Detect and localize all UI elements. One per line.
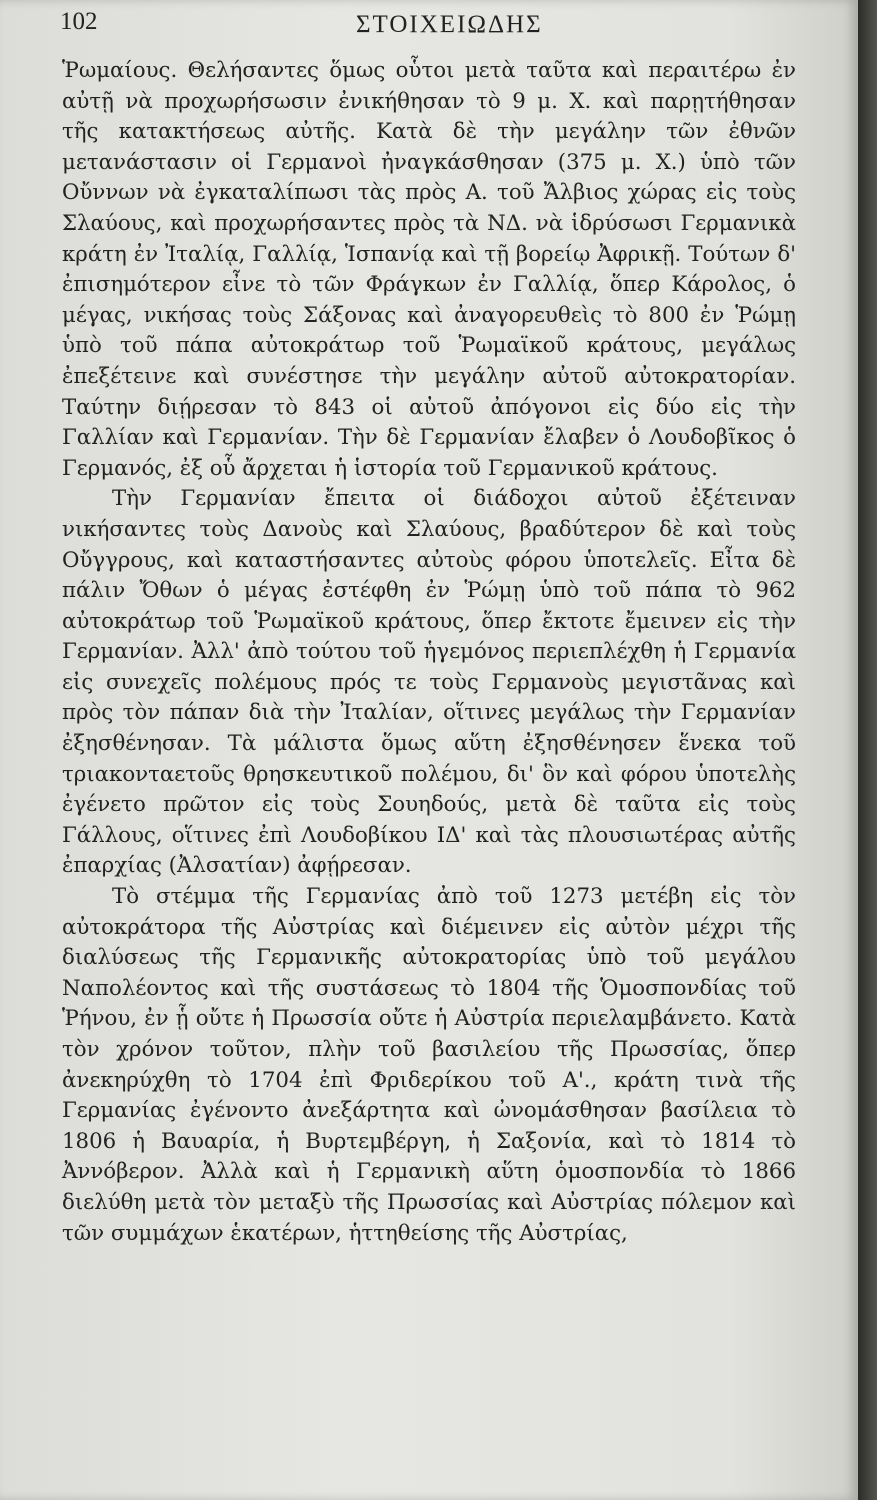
page-header	[60, 8, 798, 48]
paragraph-1: Ῥωμαίους. Θελήσαντες ὅμως οὗτοι μετὰ ταῦτα καὶ περαιτέρω ἐν αὐτῇ νὰ προχωρήσωσιν ἐνικήθησαν τὸ 9 μ. Χ. καὶ παρῃτήθησαν τῆς κατακτήσεως αὐτῆς. Κατὰ δὲ τὴν μεγάλην τῶν ἐθνῶν μετανάστασιν οἱ Γερμανοὶ ἠναγκάσθησαν (375 μ. Χ.) ὑπὸ τῶν Οὔννων νὰ ἐγκαταλίπωσι τὰς πρὸς Α. τοῦ Ἄλβιος χώρας εἰς τοὺς Σλαύους, καὶ προχωρήσαντες πρὸς τὰ ΝΔ. νὰ ἱδρύσωσι Γερμανικὰ κράτη ἐν Ἰταλίᾳ, Γαλλίᾳ, Ἱσπανίᾳ καὶ τῇ βορείῳ Ἀφρικῇ. Τούτων δ' ἐπισημότερον εἶνε τὸ τῶν Φράγκων ἐν Γαλλίᾳ, ὅπερ Κάρολος, ὁ μέγας, νικήσας τοὺς Σάξονας καὶ ἀναγορευθεὶς τὸ 800 ἐν Ῥώμῃ ὑπὸ τοῦ πάπα αὐτοκράτωρ τοῦ Ῥωμαϊκοῦ κράτους, μεγάλως ἐπεξέτεινε καὶ συνέστησε τὴν μεγάλην αὐτοῦ αὐτοκρατορίαν. Ταύτην διῄρεσαν τὸ 843 οἱ αὐτοῦ ἀπόγονοι εἰς δύο εἰς τὴν Γαλλίαν καὶ Γερμανίαν. Τὴν δὲ Γερμανίαν ἔλαβεν ὁ Λουδοβῖκος ὁ Γερμανός, ἐξ οὗ ἄρχεται ἡ ἱστορία τοῦ Γερμανικοῦ κράτους.	[62, 58, 796, 481]
body-text	[62, 56, 796, 1249]
paragraph-2: Τὴν Γερμανίαν ἔπειτα οἱ διάδοχοι αὐτοῦ ἐξέτειναν νικήσαντες τοὺς Δανοὺς καὶ Σλαύους, βραδύτερον δὲ καὶ τοὺς Οὔγγρους, καὶ καταστήσαντες αὐτοὺς φόρου ὑποτελεῖς. Εἶτα δὲ πάλιν Ὄθων ὁ μέγας ἐστέφθη ἐν Ῥώμῃ ὑπὸ τοῦ πάπα τὸ 962 αὐτοκράτωρ τοῦ Ῥωμαϊκοῦ κράτους, ὅπερ ἔκτοτε ἔμεινεν εἰς τὴν Γερμανίαν. Ἀλλ' ἀπὸ τούτου τοῦ ἡγεμόνος περιεπλέχθη ἡ Γερμανία εἰς συνεχεῖς πολέμους πρός τε τοὺς Γερμανοὺς μεγιστᾶνας καὶ πρὸς τὸν πάπαν διὰ τὴν Ἰταλίαν, οἵτινες μεγάλως τὴν Γερμανίαν ἐξησθένησαν. Τὰ μάλιστα ὅμως αὕτη ἐξησθένησεν ἕνεκα τοῦ τριακονταετοῦς θρησκευτικοῦ πολέμου, δι' ὃν καὶ φόρου ὑποτελὴς ἐγένετο πρῶτον εἰς τοὺς Σουηδούς, μετὰ δὲ ταῦτα εἰς τοὺς Γάλλους, οἵτινες ἐπὶ Λουδοβίκου ΙΔ' καὶ τὰς πλουσιωτέρας αὐτῆς ἐπαρχίας (Ἀλσατίαν) ἀφῄρεσαν.	[62, 486, 796, 879]
page-number: 102	[60, 8, 98, 35]
running-head: ΣΤΟΙΧΕΙΩΔΗΣ	[356, 11, 543, 38]
paragraph-3: Τὸ στέμμα τῆς Γερμανίας ἀπὸ τοῦ 1273 μετέβη εἰς τὸν αὐτοκράτορα τῆς Αὐστρίας καὶ διέμεινεν εἰς αὐτὸν μέχρι τῆς διαλύσεως τῆς Γερμανικῆς αὐτοκρατορίας ὑπὸ τοῦ μεγάλου Ναπολέοντος καὶ τῆς συστάσεως τὸ 1804 τῆς Ὁμοσπονδίας τοῦ Ῥήνου, ἐν ᾗ οὔτε ἡ Πρωσσία οὔτε ἡ Αὐστρία περιελαμβάνετο. Κατὰ τὸν χρόνον τοῦτον, πλὴν τοῦ βασιλείου τῆς Πρωσσίας, ὅπερ ἀνεκηρύχθη τὸ 1704 ἐπὶ Φριδερίκου τοῦ Α'., κράτη τινὰ τῆς Γερμανίας ἐγένοντο ἀνεξάρτητα καὶ ὠνομάσθησαν βασίλεια τὸ 1806 ἡ Βαυαρία, ἡ Βυρτεμβέργη, ἡ Σαξονία, καὶ τὸ 1814 τὸ Ἀννόβερον. Ἀλλὰ καὶ ἡ Γερμανικὴ αὕτη ὁμοσπονδία τὸ 1866 διελύθη μετὰ τὸν μεταξὺ τῆς Πρωσσίας καὶ Αὐστρίας πόλεμον καὶ τῶν συμμάχων ἑκατέρων, ἡττηθείσης τῆς Αὐστρίας,	[62, 884, 796, 1246]
page-edge-shadow	[858, 0, 877, 1500]
